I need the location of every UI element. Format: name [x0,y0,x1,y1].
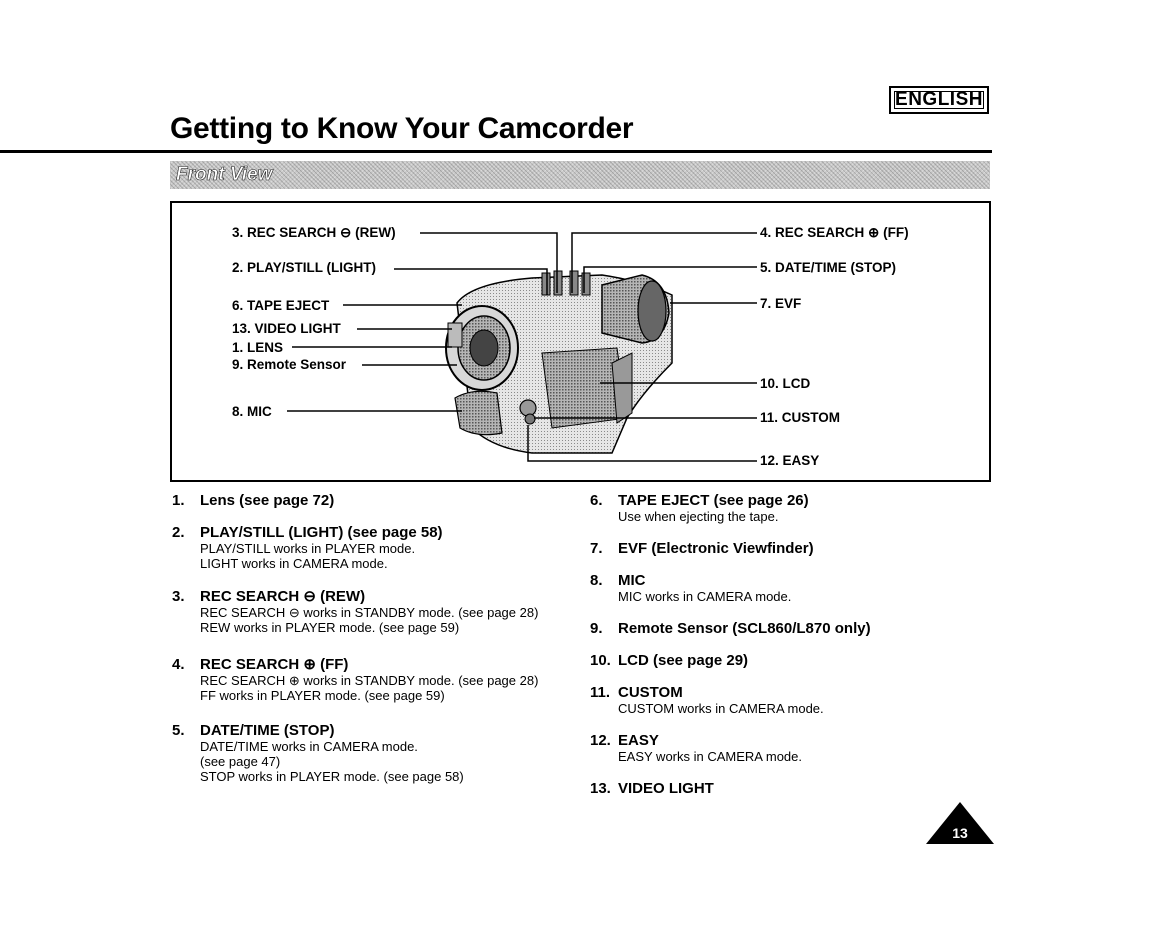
item-desc-line: DATE/TIME works in CAMERA mode. [200,739,418,754]
item-desc-line: Use when ejecting the tape. [618,509,779,524]
camcorder-illustration [172,203,989,480]
front-view-diagram [170,201,991,482]
item-desc-line: MIC works in CAMERA mode. [618,589,792,604]
desc-item-rec-search-rew [172,588,538,635]
item-number: 3. [172,588,185,605]
item-desc-line: REC SEARCH ⊕ works in STANDBY mode. (see page 28) [200,673,539,688]
item-desc-line: STOP works in PLAYER mode. (see page 58) [200,769,464,784]
desc-item-date-time [172,722,464,784]
item-title: MIC [618,572,646,589]
desc-item-play-still [172,524,443,571]
item-title: EASY [618,732,659,749]
item-title: VIDEO LIGHT [618,780,714,797]
item-title: REC SEARCH ⊕ (FF) [200,656,349,673]
callout-lens: 1. LENS [232,340,284,355]
item-number: 11. [590,684,611,701]
item-number: 8. [590,572,603,589]
item-number: 6. [590,492,603,509]
item-number: 12. [590,732,611,749]
item-title: LCD (see page 29) [618,652,749,669]
title-divider [0,150,992,153]
page-title: Getting to Know Your Camcorder [170,112,634,145]
desc-item-custom [590,684,824,716]
desc-item-tape-eject [590,492,809,524]
mic-grille [455,391,502,434]
page-number-badge [926,802,994,844]
item-number: 2. [172,524,185,541]
item-number: 5. [172,722,185,739]
item-number: 9. [590,620,603,637]
callout-rec-search-ff: 4. REC SEARCH ⊕ (FF) [760,225,909,240]
desc-item-remote-sensor [590,620,871,637]
callout-date-time: 5. DATE/TIME (STOP) [760,260,897,275]
item-title: Remote Sensor (SCL860/L870 only) [618,620,871,637]
callout-evf: 7. EVF [760,296,802,311]
item-number: 13. [590,780,611,797]
section-title: Front View [176,164,273,185]
page-number: 13 [952,825,968,841]
callout-mic: 8. MIC [232,404,272,419]
desc-item-mic [590,572,791,604]
callout-remote-sensor: 9. Remote Sensor [232,357,347,372]
section-band [170,161,990,189]
item-desc-line: EASY works in CAMERA mode. [618,749,802,764]
item-title: TAPE EJECT (see page 26) [618,492,809,509]
item-title: Lens (see page 72) [200,492,335,509]
callout-custom: 11. CUSTOM [760,410,841,425]
callout-tape-eject: 6. TAPE EJECT [232,298,330,313]
item-title: PLAY/STILL (LIGHT) (see page 58) [200,524,443,541]
item-desc-line: PLAY/STILL works in PLAYER mode. [200,541,416,556]
item-number: 4. [172,656,185,673]
item-number: 10. [590,652,611,669]
item-desc-line: REC SEARCH ⊖ works in STANDBY mode. (see page 28) [200,605,539,620]
item-number: 7. [590,540,603,557]
callout-easy: 12. EASY [760,453,820,468]
item-desc-line: FF works in PLAYER mode. (see page 59) [200,688,445,703]
callout-lcd: 10. LCD [760,376,811,391]
item-desc-line: REW works in PLAYER mode. (see page 59) [200,620,460,635]
language-label: ENGLISH [895,89,983,110]
desc-item-easy [590,732,802,764]
desc-item-video-light [590,780,714,797]
item-desc-line: (see page 47) [200,754,281,769]
item-desc-line: CUSTOM works in CAMERA mode. [618,701,824,716]
item-desc-line: LIGHT works in CAMERA mode. [200,556,388,571]
callout-play-still: 2. PLAY/STILL (LIGHT) [232,260,377,275]
desc-item-lcd [590,652,748,669]
item-title: EVF (Electronic Viewfinder) [618,540,814,557]
lens [446,306,518,390]
callout-rec-search-rew: 3. REC SEARCH ⊖ (REW) [232,225,396,240]
callout-video-light: 13. VIDEO LIGHT [232,321,341,336]
evf-eyecup [602,275,669,343]
language-badge [889,86,989,114]
desc-item-rec-search-ff [172,656,538,703]
desc-item-evf [590,540,814,557]
item-number: 1. [172,492,185,509]
item-title: REC SEARCH ⊖ (REW) [200,588,366,605]
item-title: DATE/TIME (STOP) [200,722,335,739]
desc-item-lens [172,492,334,509]
item-title: CUSTOM [618,684,683,701]
